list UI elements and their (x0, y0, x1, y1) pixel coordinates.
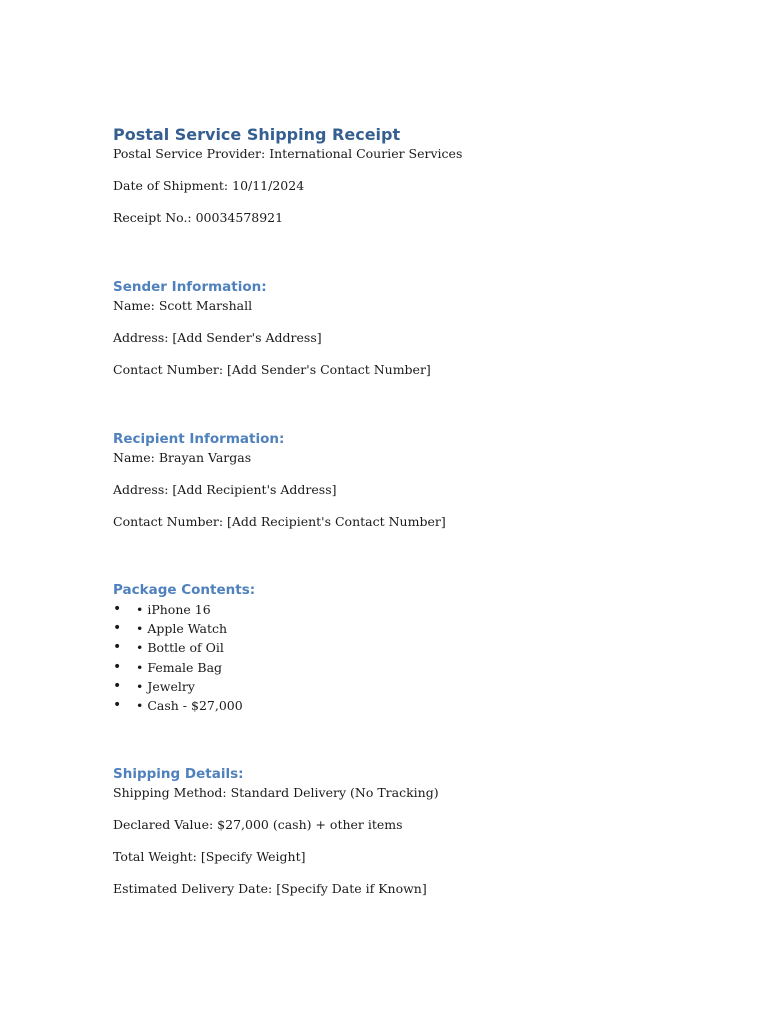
package-item-label: • Female Bag (136, 659, 223, 675)
package-items-list (113, 600, 673, 715)
list-item (113, 658, 673, 677)
bullet-icon: • (113, 696, 122, 713)
package-item-label: • Cash - $27,000 (136, 697, 243, 713)
bullet-icon: • (113, 677, 122, 694)
shipping-section (113, 764, 673, 898)
bullet-icon: • (113, 620, 122, 637)
shipping-method-line: Shipping Method: Standard Delivery (No Tracking) (113, 785, 439, 800)
declared-value-line: Declared Value: $27,000 (cash) + other items (113, 817, 403, 832)
list-item (113, 619, 673, 638)
package-item-label: • Apple Watch (136, 621, 228, 637)
sender-address-line: Address: [Add Sender's Address] (113, 330, 322, 345)
shipment-date-line: Date of Shipment: 10/11/2024 (113, 178, 305, 193)
bullet-icon: • (113, 601, 122, 617)
package-section (113, 580, 673, 715)
list-item (113, 677, 673, 696)
package-item-label: • Jewelry (136, 678, 195, 694)
recipient-section (113, 429, 673, 531)
bullet-icon: • (113, 658, 122, 675)
recipient-contact-line: Contact Number: [Add Recipient's Contact Number] (113, 514, 446, 529)
sender-name-line: Name: Scott Marshall (113, 298, 253, 313)
recipient-name-line: Name: Brayan Vargas (113, 450, 252, 465)
receipt-number-line: Receipt No.: 00034578921 (113, 210, 284, 225)
recipient-heading: Recipient Information: (113, 431, 285, 447)
list-item (113, 600, 673, 619)
receipt-header (113, 125, 673, 227)
package-heading: Package Contents: (113, 582, 256, 598)
package-item-label: • iPhone 16 (136, 602, 211, 617)
total-weight-line: Total Weight: [Specify Weight] (113, 849, 306, 864)
list-item (113, 696, 673, 715)
delivery-date-line: Estimated Delivery Date: [Specify Date if Known] (113, 881, 427, 896)
recipient-address-line: Address: [Add Recipient's Address] (113, 482, 337, 497)
sender-contact-line: Contact Number: [Add Sender's Contact Number] (113, 362, 431, 377)
package-item-label: • Bottle of Oil (136, 640, 224, 656)
sender-heading: Sender Information: (113, 279, 267, 295)
list-item (113, 638, 673, 657)
sender-section (113, 277, 673, 379)
document-title: Postal Service Shipping Receipt (113, 125, 401, 144)
shipping-heading: Shipping Details: (113, 766, 244, 782)
provider-line: Postal Service Provider: International Courier Services (113, 146, 463, 161)
bullet-icon: • (113, 639, 122, 656)
